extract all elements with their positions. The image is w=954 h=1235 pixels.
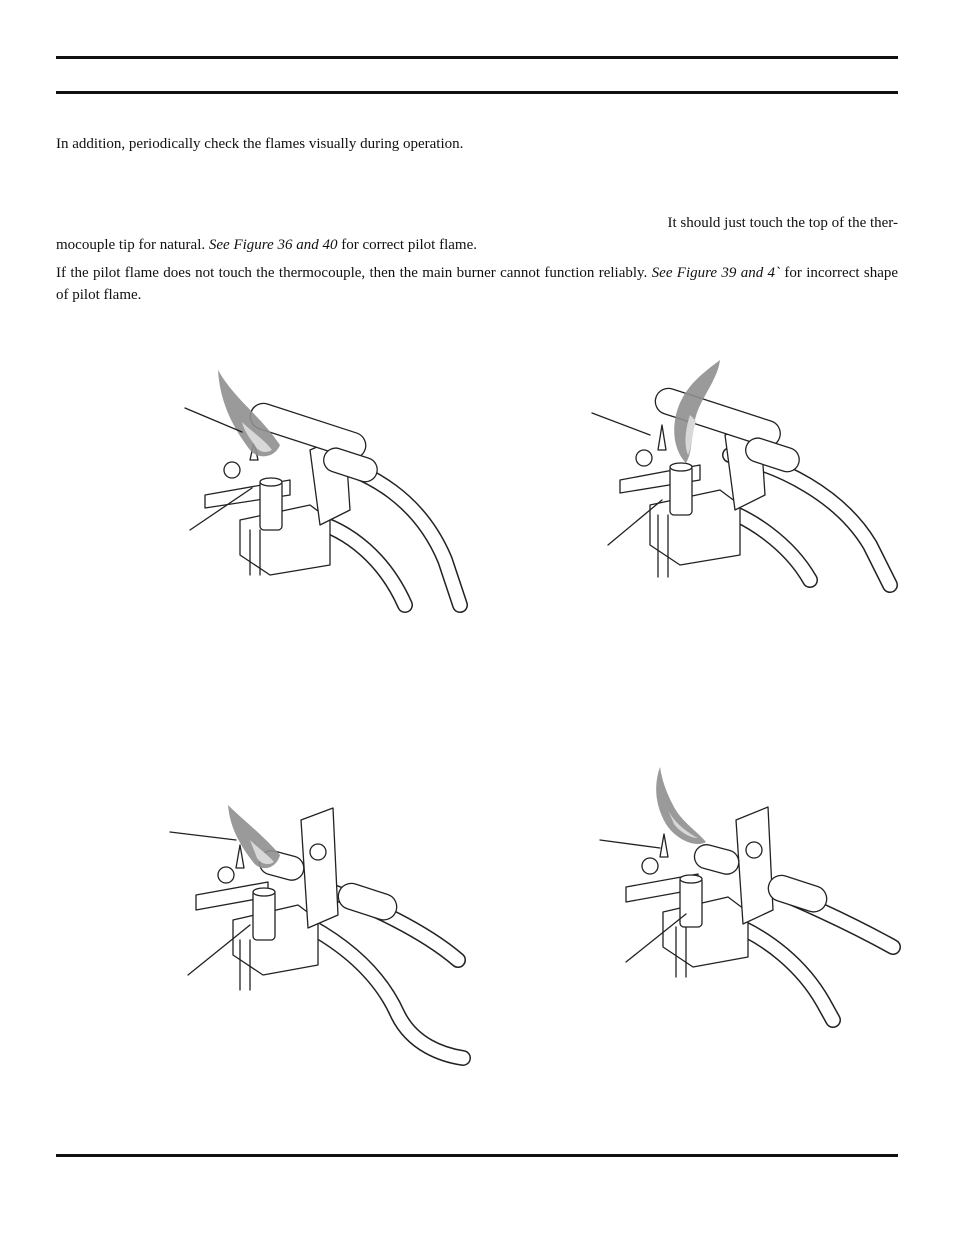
- igniter-icon: [236, 845, 244, 868]
- bottom-rule: [56, 1154, 898, 1157]
- paragraph-pilot-line1: [668, 212, 899, 234]
- pilot-line2-text: mocouple tip for natural.: [56, 237, 206, 253]
- pilot-assembly-figure-bottom-left: [168, 800, 468, 1065]
- pilot-flame-icon: [656, 767, 706, 844]
- thermocouple-icon: [670, 465, 692, 515]
- paragraph-visual-check: [56, 133, 898, 155]
- thermocouple-icon: [260, 480, 282, 530]
- pilot-line1-text: It should just touch the top of the ther-: [667, 215, 898, 231]
- igniter-icon: [658, 425, 666, 450]
- pilot-warning-end: for incorrect shape of pilot flame.: [56, 265, 899, 303]
- paragraph-visual-check-text: In addition, periodically check the flames visually during operation.: [56, 136, 464, 152]
- pilot-assembly-figure-top-left: [180, 360, 480, 610]
- top-rule-1: [56, 56, 898, 59]
- igniter-icon: [660, 834, 668, 857]
- paragraph-pilot-line2: [56, 234, 898, 256]
- pilot-flame-icon: [228, 805, 280, 868]
- pilot-warning-text: If the pilot flame does not touch the thermocouple, then the main burner cannot function reliably.: [56, 265, 648, 281]
- pilot-assembly-figure-bottom-right: [598, 762, 898, 1024]
- thermocouple-icon: [253, 890, 275, 940]
- pilot-assembly-figure-top-right: [590, 355, 900, 590]
- figure-reference-incorrect: See Figure 39 and 4`: [651, 265, 781, 281]
- top-rule-2: [56, 91, 898, 94]
- pilot-line2-end: for correct pilot flame.: [341, 237, 477, 253]
- thermocouple-icon: [680, 877, 702, 927]
- paragraph-pilot-warning: [56, 262, 898, 306]
- figure-reference-correct: See Figure 36 and 40: [208, 237, 338, 253]
